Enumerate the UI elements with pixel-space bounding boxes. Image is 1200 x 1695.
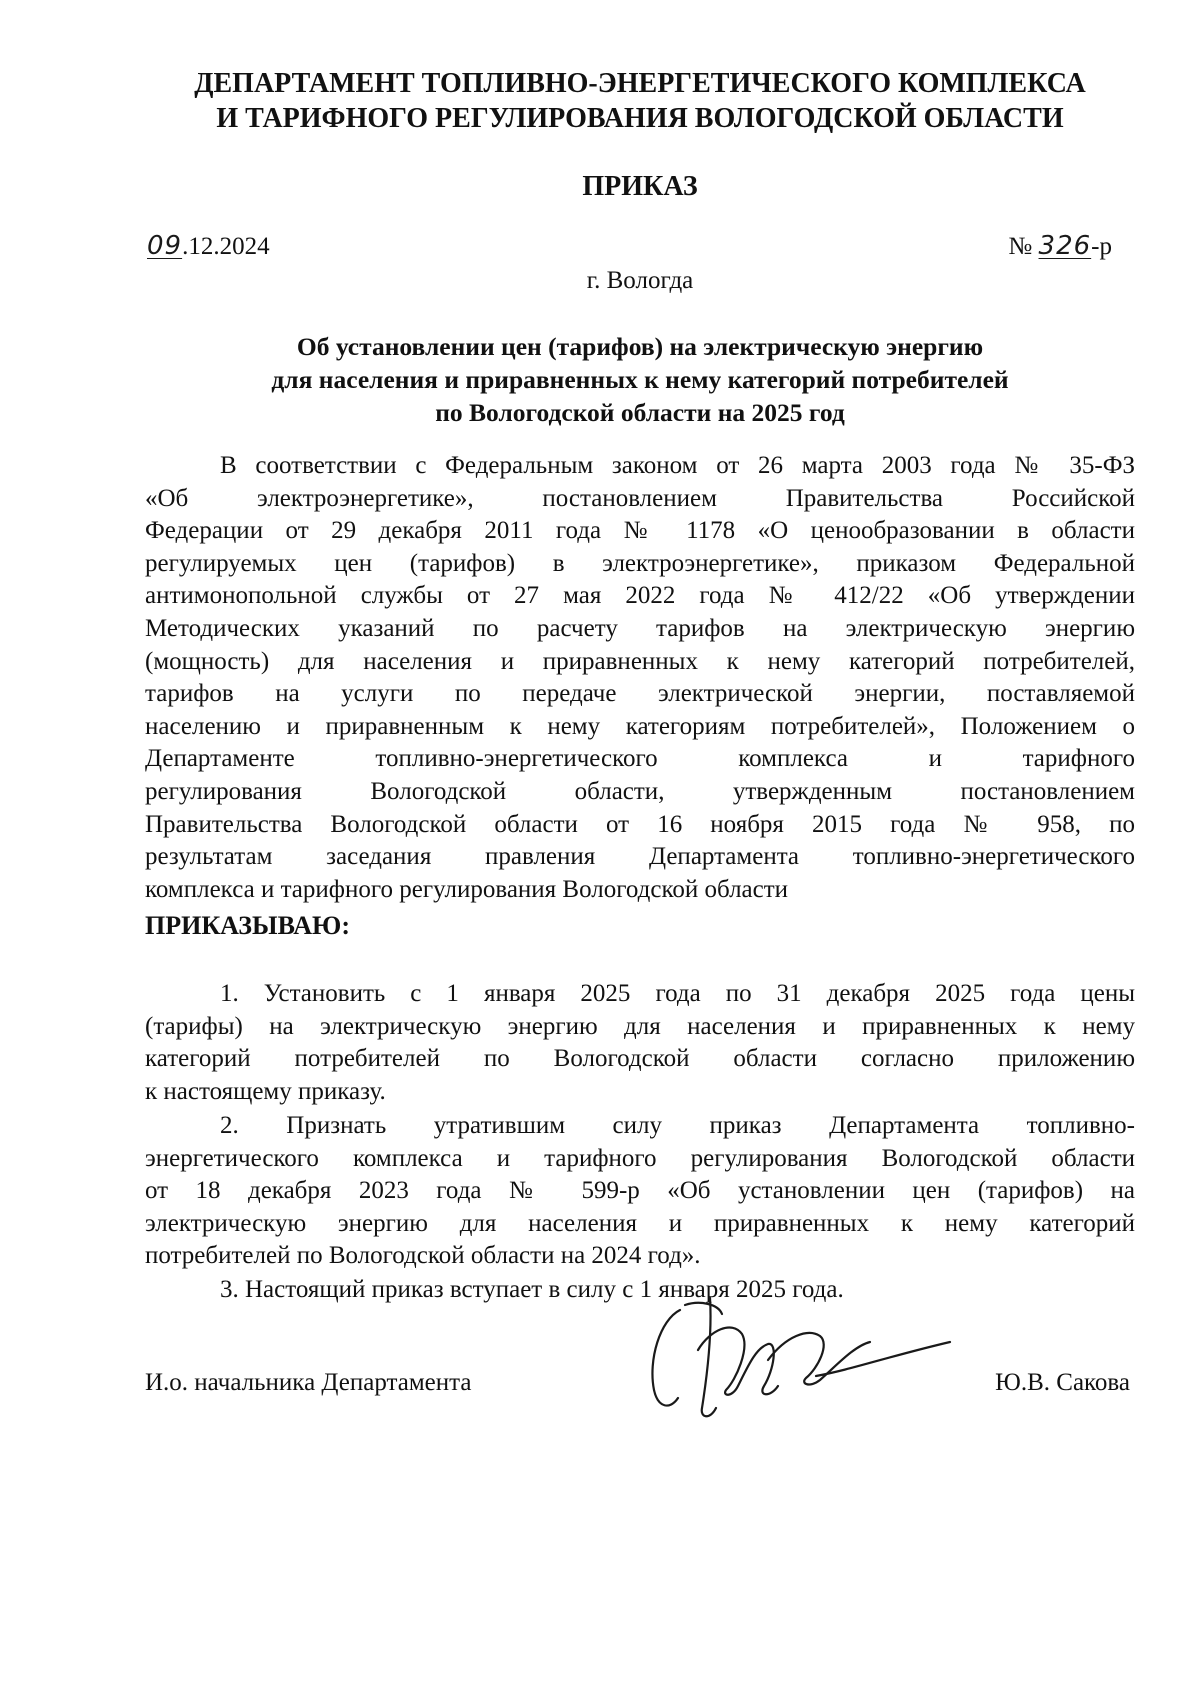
order-item-1 — [145, 978, 1135, 1108]
preamble-line: Правительства Вологодской области от 16 ноября 2015 года № 958, по — [145, 810, 1135, 838]
item-line: потребителей по Вологодской области на 2024 год». — [145, 1242, 701, 1270]
preamble-line: населению и приравненным к нему категориям потребителей», Положением о — [145, 712, 1135, 740]
item-line: к настоящему приказу. — [145, 1077, 386, 1105]
document-city: г. Вологда — [586, 267, 694, 294]
preamble-line: Департаменте топливно-энергетического комплекса и тарифного — [145, 745, 1135, 773]
signatory-position: И.о. начальника Департамента — [145, 1369, 472, 1396]
preamble-line: комплекса и тарифного регулирования Вологодской области — [145, 875, 789, 903]
item-line: электрическую энергию для населения и приравненных к нему категорий — [145, 1209, 1135, 1237]
preamble-line: (мощность) для населения и приравненных к нему категорий потребителей, — [145, 647, 1135, 675]
signatory-name: Ю.В. Сакова — [995, 1369, 1130, 1396]
title-line-3: по Вологодской области на 2025 год — [435, 398, 845, 427]
preamble-line: результатам заседания правления Департамента топливно-энергетического — [145, 843, 1135, 871]
order-item-2 — [145, 1110, 1135, 1273]
preamble-paragraph — [145, 450, 1135, 906]
number-sign: № — [1008, 233, 1033, 260]
handwritten-day: 09 — [147, 231, 183, 261]
document-title — [150, 330, 1130, 429]
item-line: категорий потребителей по Вологодской области согласно приложению — [145, 1045, 1135, 1073]
preamble-line: В соответствии с Федеральным законом от 26 марта 2003 года № 35-ФЗ — [220, 452, 1135, 479]
preamble-line: «Об электроэнергетике», постановлением Правительства Российской — [145, 484, 1135, 512]
handwritten-signature — [640, 1290, 960, 1430]
department-header — [110, 66, 1170, 136]
item-line: 2. Признать утратившим силу приказ Департамента топливно- — [220, 1112, 1135, 1139]
item-line: 1. Установить с 1 января 2025 года по 31 декабря 2025 года цены — [220, 980, 1135, 1007]
department-line-2: И ТАРИФНОГО РЕГУЛИРОВАНИЯ ВОЛОГОДСКОЙ ОБЛАСТИ — [216, 103, 1064, 134]
number-suffix: -р — [1091, 233, 1112, 260]
preamble-line: антимонопольной службы от 27 мая 2022 года № 412/22 «Об утверждении — [145, 582, 1135, 610]
document-number — [1008, 230, 1112, 263]
item-line: от 18 декабря 2023 года № 599-р «Об установлении цен (тарифов) на — [145, 1177, 1135, 1205]
preamble-line: регулирования Вологодской области, утвержденным постановлением — [145, 777, 1135, 805]
preamble-line: Методических указаний по расчету тарифов на электрическую энергию — [145, 614, 1135, 642]
handwritten-number: 326 — [1038, 231, 1092, 261]
date-month-year: .12.2024 — [182, 233, 270, 260]
title-line-1: Об установлении цен (тарифов) на электрическую энергию — [296, 332, 984, 361]
order-word: ПРИКАЗЫВАЮ: — [145, 911, 350, 940]
title-line-2: для населения и приравненных к нему категорий потребителей — [271, 365, 1009, 394]
preamble-line: тарифов на услуги по передаче электрической энергии, поставляемой — [145, 680, 1135, 708]
document-type: ПРИКАЗ — [582, 171, 698, 202]
item-line: (тарифы) на электрическую энергию для населения и приравненных к нему — [145, 1012, 1135, 1040]
preamble-line: регулируемых цен (тарифов) в электроэнергетике», приказом Федеральной — [145, 549, 1135, 577]
preamble-line: Федерации от 29 декабря 2011 года № 1178 «О ценообразовании в области — [145, 517, 1135, 545]
item-line: энергетического комплекса и тарифного регулирования Вологодской области — [145, 1144, 1135, 1172]
document-date — [147, 230, 270, 263]
item-line: 3. Настоящий приказ вступает в силу с 1 января 2025 года. — [220, 1276, 844, 1303]
department-line-1: ДЕПАРТАМЕНТ ТОПЛИВНО-ЭНЕРГЕТИЧЕСКОГО КОМПЛЕКСА — [194, 68, 1086, 99]
